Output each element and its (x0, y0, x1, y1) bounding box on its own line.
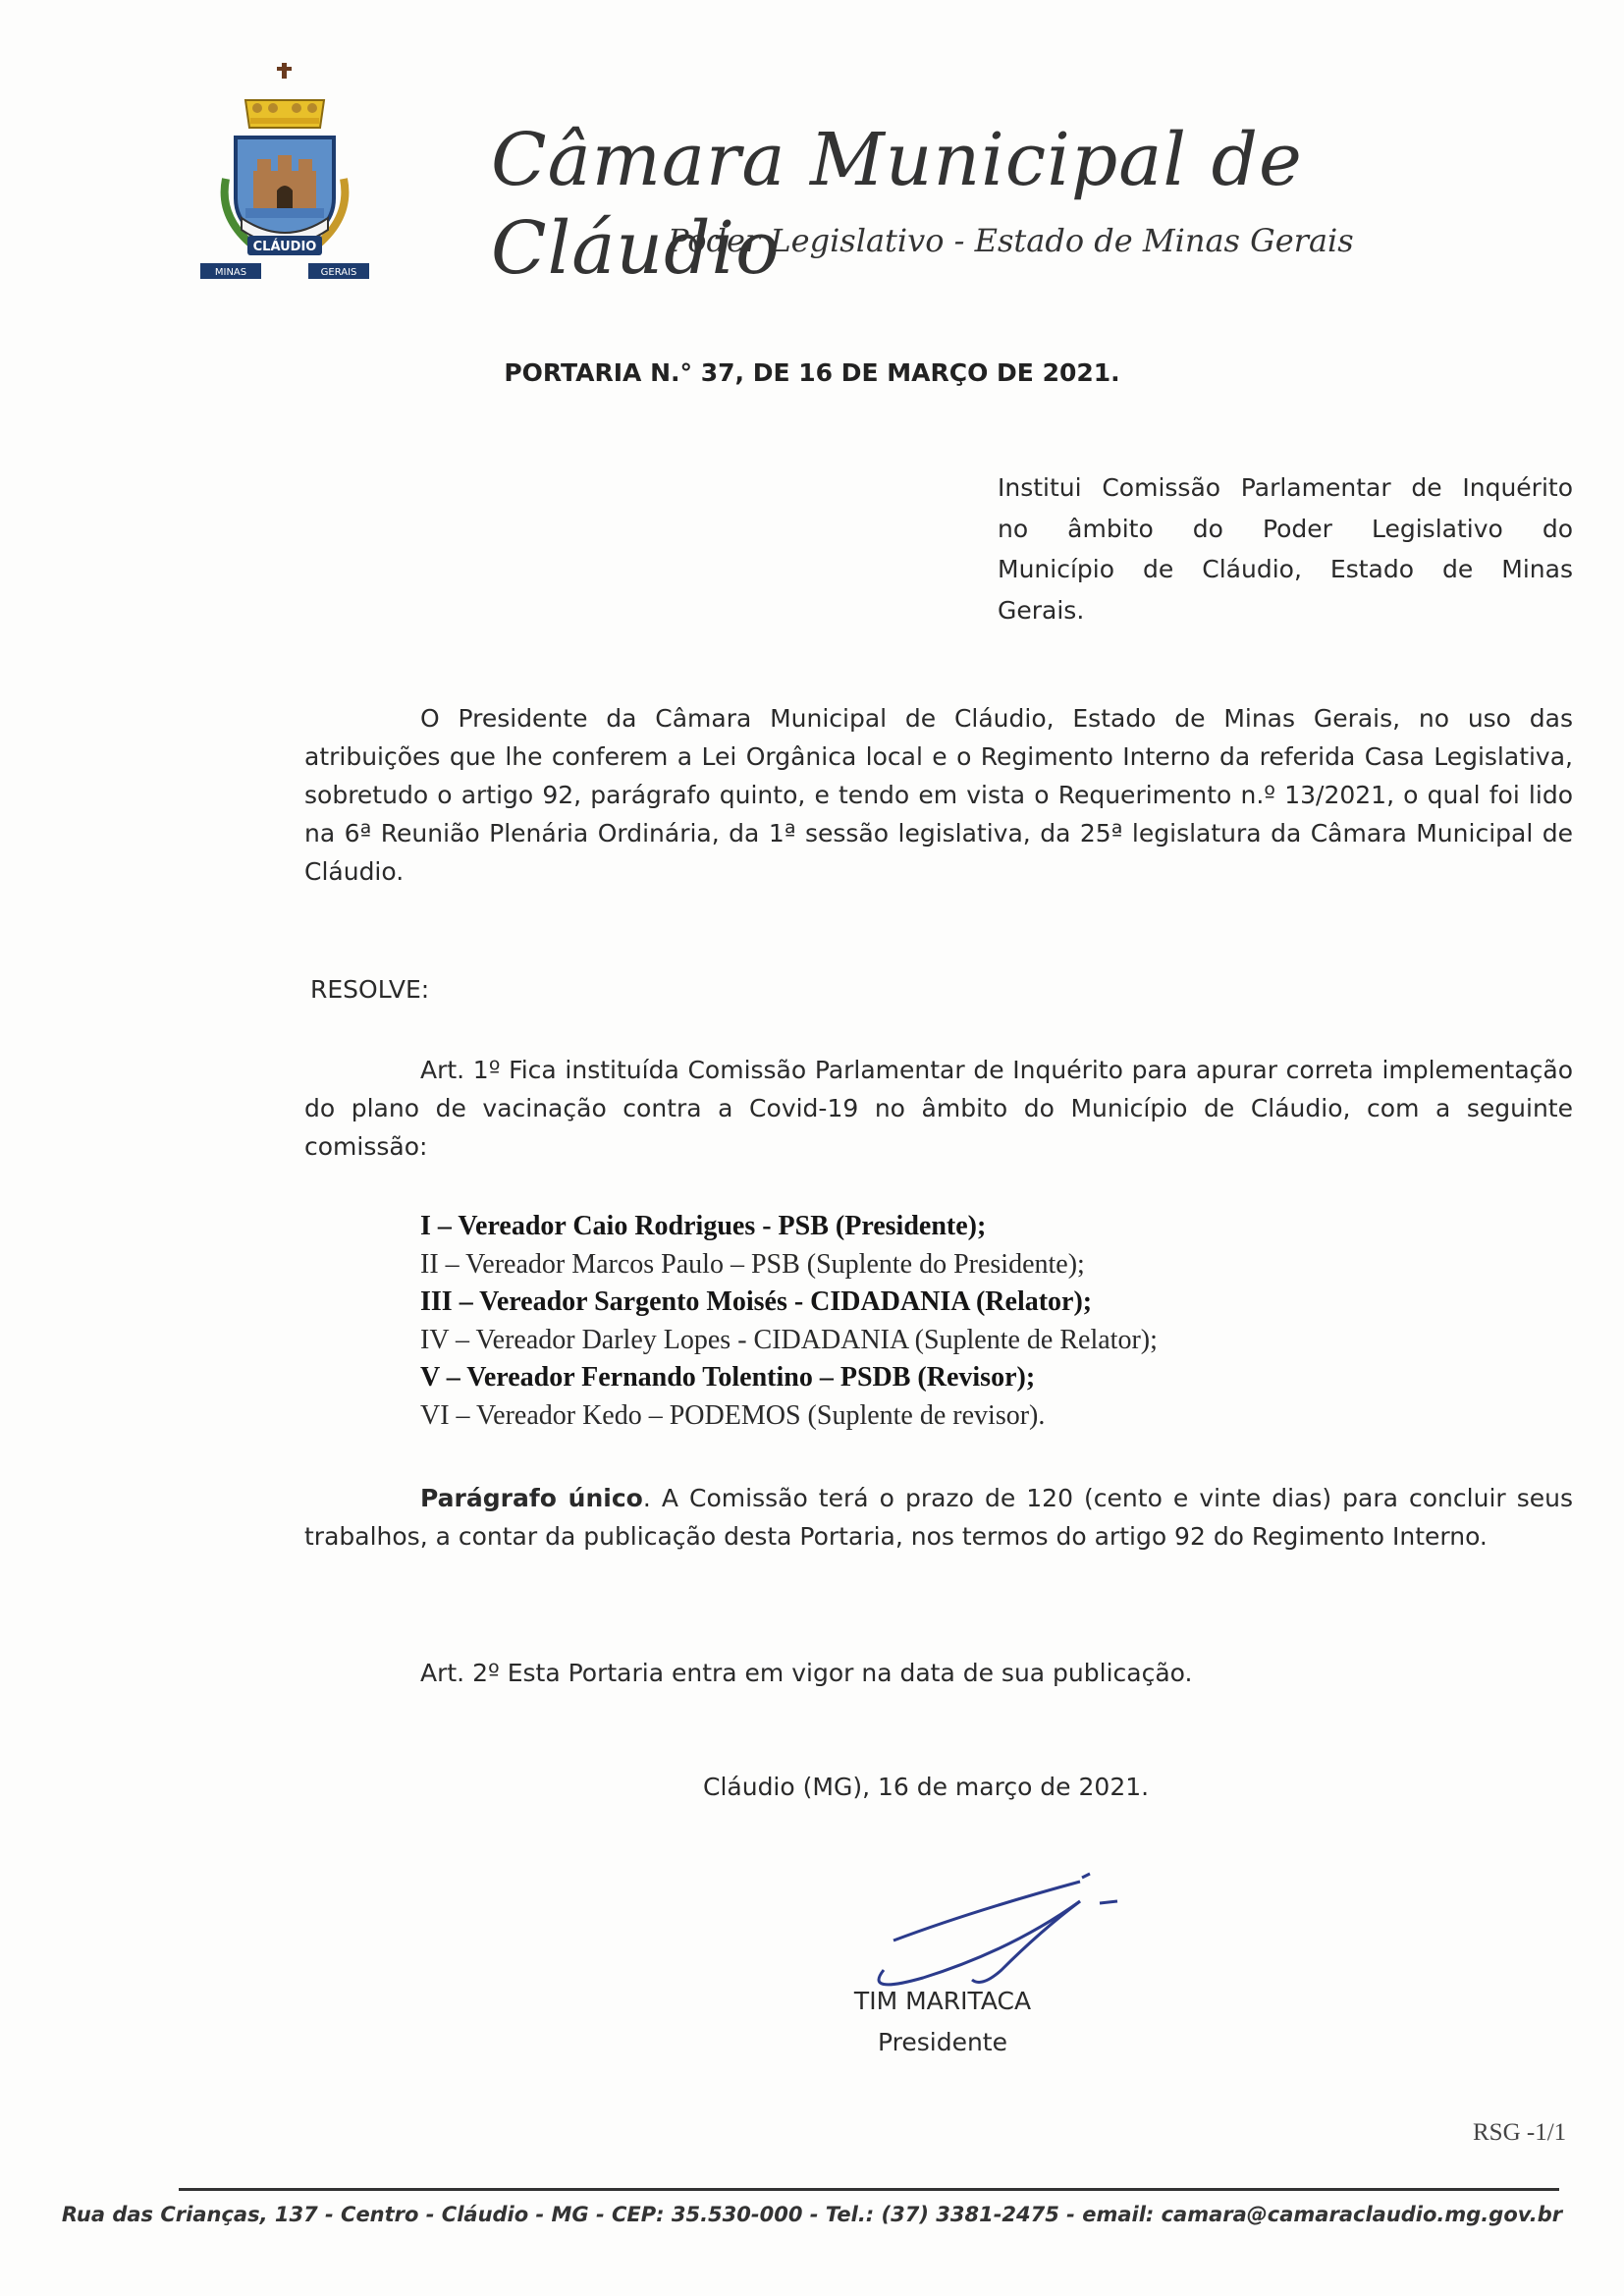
sole-paragraph (304, 1479, 1573, 1556)
footer-divider (179, 2188, 1559, 2191)
document-heading: PORTARIA N.° 37, DE 16 DE MARÇO DE 2021. (504, 358, 1120, 387)
signer-role: Presidente (878, 2028, 1007, 2056)
member-item: III – Vereador Sargento Moisés - CIDADANIA (Relator); (420, 1286, 1093, 1317)
signer-name: TIM MARITACA (853, 1987, 1032, 2015)
resolve-label: RESOLVE: (310, 975, 430, 1004)
ementa-line: Gerais. (998, 595, 1085, 625)
sole-paragraph-label: Parágrafo único (420, 1484, 643, 1512)
member-item: V – Vereador Fernando Tolentino – PSDB (Revisor); (420, 1362, 1036, 1393)
institution-subtitle: Poder Legislativo - Estado de Minas Gerais (668, 222, 1354, 259)
ementa-line: Institui Comissão Parlamentar de Inquérito (998, 473, 1573, 502)
coat-of-arms-icon (196, 61, 373, 299)
logo-left-tag: MINAS (214, 267, 247, 278)
ementa-block (998, 467, 1573, 630)
place-and-date: Cláudio (MG), 16 de março de 2021. (703, 1773, 1150, 1801)
commission-members-list (420, 1208, 1500, 1435)
institution-title: Câmara Municipal de Cláudio (491, 118, 1303, 291)
page-reference: RSG -1/1 (1473, 2119, 1567, 2146)
preamble-paragraph: O Presidente da Câmara Municipal de Cláudio, Estado de Minas Gerais, no uso das atribuições que lhe conferem a Lei Orgânica local e o Regimento Interno da referida Casa Legislativa, sobretudo o artigo 92, parágrafo quinto, e tendo em vista o Requerimento n.º 13/2021, o qual foi lido na 6ª Reunião Plenária Ordinária, da 1ª sessão legislativa, da 25ª legislatura da Câmara Municipal de Cláudio. (304, 704, 1573, 886)
sole-paragraph-text: . A Comissão terá o prazo de 120 (cento e vinte dias) para concluir seus trabalhos, a contar da publicação desta Portaria, nos termos do artigo 92 do Regimento Interno. (304, 1484, 1574, 1551)
handwritten-signature-icon (854, 1862, 1129, 1999)
ementa-line: no âmbito do Poder Legislativo do (998, 514, 1573, 543)
member-item: VI – Vereador Kedo – PODEMOS (Suplente de revisor). (420, 1399, 1046, 1431)
article-1-paragraph: Art. 1º Fica instituída Comissão Parlamentar de Inquérito para apurar correta implementação do plano de vacinação contra a Covid-19 no âmbito do Município de Cláudio, com a seguinte comissão: (304, 1056, 1573, 1161)
footer-address: Rua das Crianças, 137 - Centro - Cláudio - MG - CEP: 35.530-000 - Tel.: (37) 3381-2475 - email: camara@camaraclaudio.mg.gov.br (61, 2203, 1563, 2226)
municipal-coat-of-arms-logo (196, 61, 373, 299)
article-2-paragraph: Art. 2º Esta Portaria entra em vigor na data de sua publicação. (420, 1659, 1193, 1687)
member-item: IV – Vereador Darley Lopes - CIDADANIA (Suplente de Relator); (420, 1324, 1158, 1355)
signature-scribble (854, 1862, 1129, 1999)
logo-right-tag: GERAIS (320, 267, 357, 278)
ementa-line: Município de Cláudio, Estado de Minas (998, 555, 1573, 583)
member-item: II – Vereador Marcos Paulo – PSB (Suplente do Presidente); (420, 1248, 1085, 1280)
logo-name-text: CLÁUDIO (252, 240, 317, 254)
member-item: I – Vereador Caio Rodrigues - PSB (Presidente); (420, 1211, 987, 1241)
